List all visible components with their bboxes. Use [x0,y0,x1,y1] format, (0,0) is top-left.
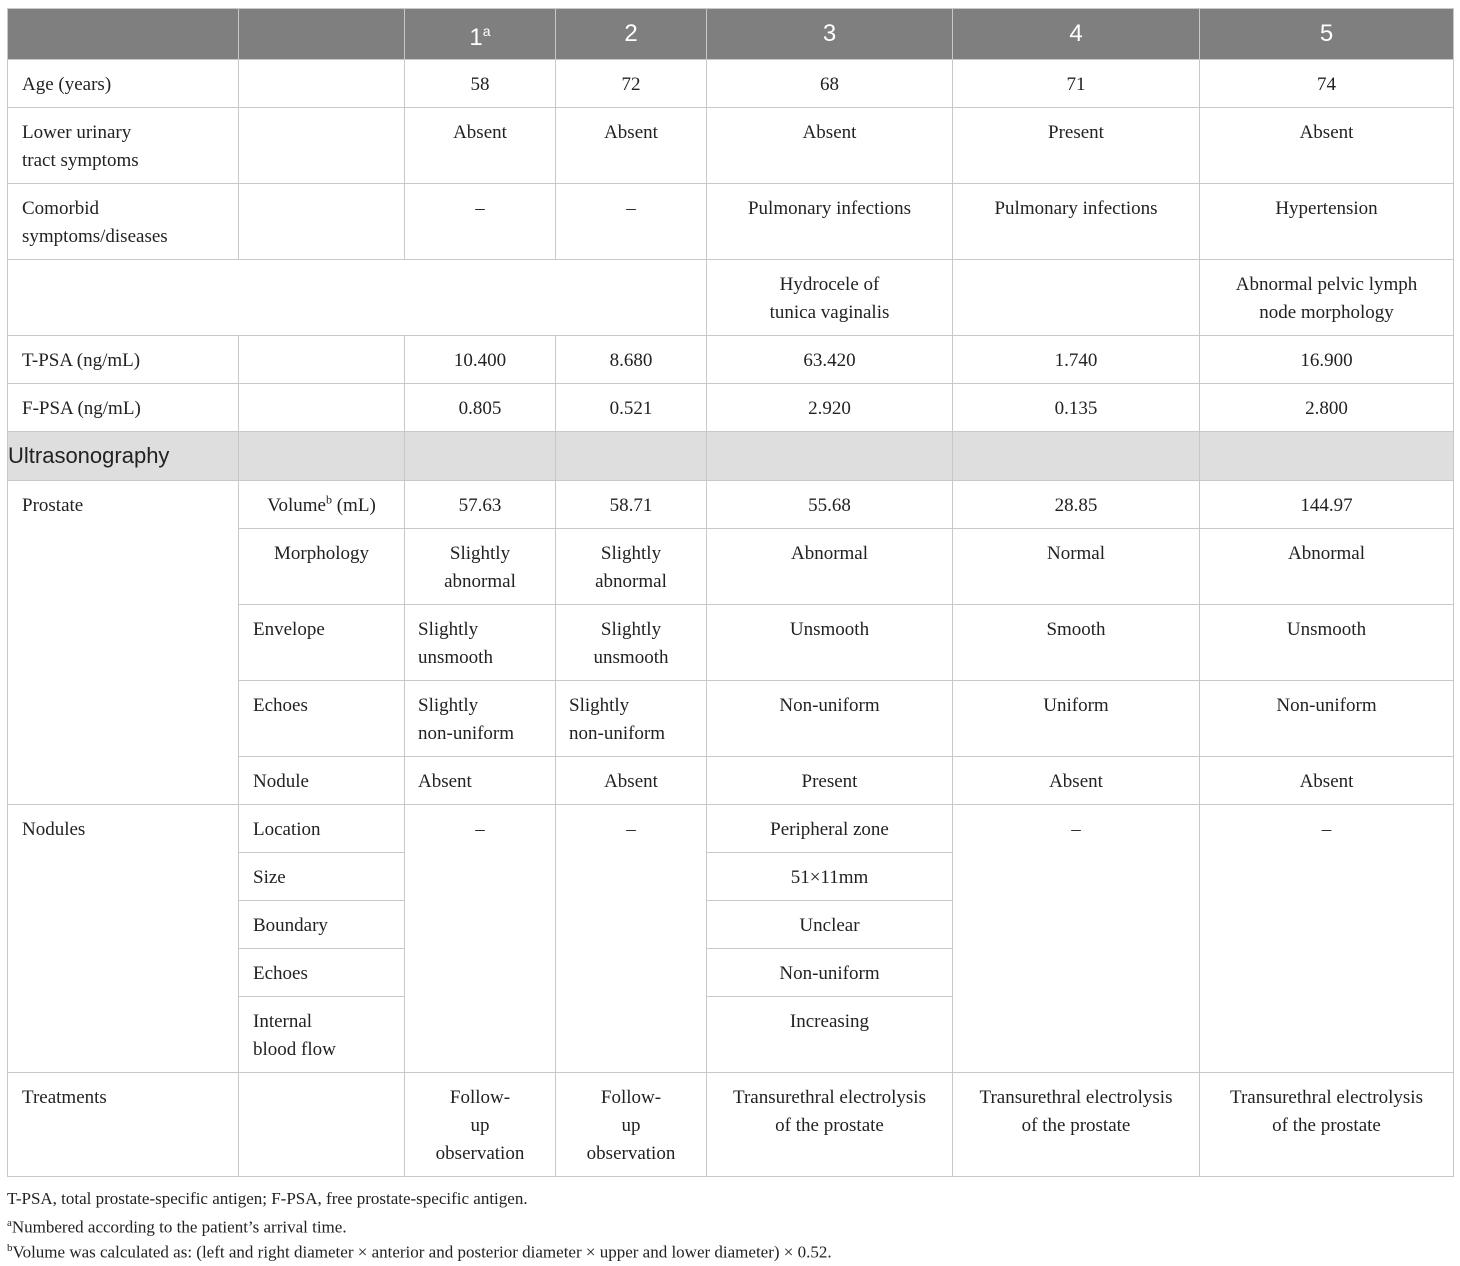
row-label: Lower urinary tract symptoms [8,108,239,184]
table-cell: Absent [1200,108,1454,184]
table-cell: 0.135 [953,384,1200,432]
table-cell: – [1200,805,1454,1073]
table-cell: 2.800 [1200,384,1454,432]
table-cell-empty [8,260,707,336]
section-cell [953,432,1200,481]
table-cell: Peripheral zone [707,805,953,853]
table-cell: Slightly non-uniform [405,681,556,757]
row-label-prostate: Prostate [8,481,239,805]
table-cell: Smooth [953,605,1200,681]
row-label: Age (years) [8,60,239,108]
table-cell: Non-uniform [1200,681,1454,757]
table-cell: Absent [556,108,707,184]
sub-label: Echoes [239,949,405,997]
table-cell: 28.85 [953,481,1200,529]
sub-label [239,184,405,260]
table-cell: 72 [556,60,707,108]
table-cell: Transurethral electrolysis of the prostate [1200,1073,1454,1177]
table-cell: Slightly unsmooth [405,605,556,681]
table-cell: 144.97 [1200,481,1454,529]
table-cell: Follow- up observation [556,1073,707,1177]
sub-label [239,336,405,384]
table-cell: Slightly non-uniform [556,681,707,757]
table-cell: Pulmonary infections [707,184,953,260]
table-cell: – [556,184,707,260]
sub-label: Echoes [239,681,405,757]
footnote-b: $^b$Volume was calculated as: (left and right diameter × anterior and posterior diameter × upper and lower diameter) × 0.52. [7,1242,832,1262]
header-patient-5: 5 [1200,9,1454,60]
section-cell [556,432,707,481]
table-cell: Hypertension [1200,184,1454,260]
table-cell: Unsmooth [707,605,953,681]
table-row [8,1073,1454,1177]
table-cell: Present [953,108,1200,184]
sub-label: Boundary [239,901,405,949]
section-cell [239,432,405,481]
table-cell: 68 [707,60,953,108]
header-cell-blank-2 [239,9,405,60]
table-cell: 8.680 [556,336,707,384]
sub-label: Volume$^b$ (mL) [239,481,405,529]
table-cell: Absent [556,757,707,805]
table-cell: Hydrocele of tunica vaginalis [707,260,953,336]
sub-label [239,1073,405,1177]
table-cell: Absent [707,108,953,184]
table-cell: Unsmooth [1200,605,1454,681]
table-cell: Absent [953,757,1200,805]
sub-label: Internal blood flow [239,997,405,1073]
table-row [8,805,1454,853]
sub-label: Morphology [239,529,405,605]
table-cell: 0.805 [405,384,556,432]
table-cell: Transurethral electrolysis of the prostate [953,1073,1200,1177]
header-cell-blank-1 [8,9,239,60]
header-patient-4: 4 [953,9,1200,60]
table-cell: 51×11mm [707,853,953,901]
table-row [8,60,1454,108]
table-cell-empty [953,260,1200,336]
table-container [7,8,1453,1177]
sub-label: Envelope [239,605,405,681]
row-label: F-PSA (ng/mL) [8,384,239,432]
table-cell: Increasing [707,997,953,1073]
table-row [8,384,1454,432]
sub-label: Nodule [239,757,405,805]
table-cell: Present [707,757,953,805]
section-cell [1200,432,1454,481]
header-row [8,9,1454,60]
table-cell: Abnormal [1200,529,1454,605]
footnote-abbreviations: T-PSA, total prostate-specific antigen; F-PSA, free prostate-specific antigen. [7,1189,528,1208]
table-cell: Unclear [707,901,953,949]
section-row-ultrasonography [8,432,1454,481]
table-cell: Non-uniform [707,681,953,757]
table-cell: – [556,805,707,1073]
table-cell: Abnormal [707,529,953,605]
table-cell: 10.400 [405,336,556,384]
table-cell: 58.71 [556,481,707,529]
table-cell: Non-uniform [707,949,953,997]
table-cell: 57.63 [405,481,556,529]
patient-characteristics-table [7,8,1454,1177]
table-cell: – [953,805,1200,1073]
table-cell: Slightly abnormal [556,529,707,605]
table-cell: 63.420 [707,336,953,384]
table-cell: Slightly abnormal [405,529,556,605]
sub-label [239,60,405,108]
table-cell: 58 [405,60,556,108]
row-label: Comorbid symptoms/diseases [8,184,239,260]
table-cell: Pulmonary infections [953,184,1200,260]
table-cell: 16.900 [1200,336,1454,384]
table-row [8,260,1454,336]
table-cell: Abnormal pelvic lymph node morphology [1200,260,1454,336]
row-label: T-PSA (ng/mL) [8,336,239,384]
table-cell: Absent [405,757,556,805]
table-cell: Uniform [953,681,1200,757]
sub-label: Size [239,853,405,901]
row-label: Treatments [8,1073,239,1177]
section-label: Ultrasonography [8,432,239,481]
row-label-nodules: Nodules [8,805,239,1073]
table-row [8,481,1454,529]
table-cell: 55.68 [707,481,953,529]
table-cell: 0.521 [556,384,707,432]
table-cell: 74 [1200,60,1454,108]
table-cell: Transurethral electrolysis of the prostate [707,1073,953,1177]
table-cell: Follow- up observation [405,1073,556,1177]
table-cell: 2.920 [707,384,953,432]
section-cell [707,432,953,481]
table-cell: Absent [1200,757,1454,805]
table-row [8,184,1454,260]
table-cell: 1.740 [953,336,1200,384]
table-cell: Slightly unsmooth [556,605,707,681]
header-patient-1: 1$^a$ [405,9,556,60]
table-cell: Normal [953,529,1200,605]
table-row [8,336,1454,384]
table-row [8,108,1454,184]
sub-label [239,384,405,432]
sub-label [239,108,405,184]
table-cell: 71 [953,60,1200,108]
header-patient-3: 3 [707,9,953,60]
table-cell: – [405,805,556,1073]
header-patient-2: 2 [556,9,707,60]
section-cell [405,432,556,481]
table-cell: Absent [405,108,556,184]
footnote-a: $^a$Numbered according to the patient’s arrival time. [7,1217,347,1237]
table-cell: – [405,184,556,260]
sub-label: Location [239,805,405,853]
